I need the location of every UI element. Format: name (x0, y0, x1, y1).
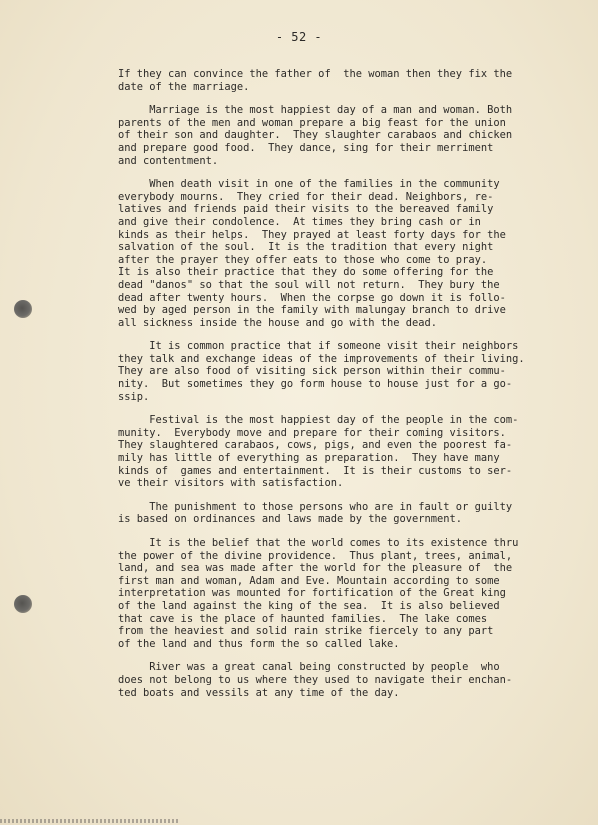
text-line: all sickness inside the house and go with the dead. (118, 316, 438, 329)
text-line: munity. Everybody move and prepare for their coming visitors. (118, 426, 506, 439)
paragraph (118, 501, 536, 526)
text-line: mily has little of everything as preparation. They have many (118, 452, 500, 465)
text-line: It is common practice that if someone visit their neighbors (118, 340, 519, 353)
text-line: after the prayer they offer eats to those who come to pray. (118, 253, 488, 266)
text-line: The punishment to those persons who are in fault or guilty (118, 500, 513, 513)
text-line: ted boats and vessils at any time of the day. (118, 686, 400, 699)
paragraph (118, 68, 536, 93)
text-line: salvation of the soul. It is the tradition that every night (118, 241, 494, 254)
text-line: first man and woman, Adam and Eve. Mountain according to some (118, 574, 500, 587)
text-line: They slaughtered carabaos, cows, pigs, and even the poorest fa- (118, 439, 513, 452)
paragraph (118, 178, 536, 329)
text-line: River was a great canal being constructed by people who (118, 661, 500, 674)
text-line: It is also their practice that they do some offering for the (118, 266, 494, 279)
text-line: parents of the men and woman prepare a big feast for the union (118, 116, 506, 129)
text-line: date of the marriage. (118, 80, 250, 93)
text-line: of the land and thus form the so called lake. (118, 637, 400, 650)
text-line: and contentment. (118, 154, 219, 167)
text-line: ssip. (118, 390, 150, 403)
text-line: If they can convince the father of the woman then they fix the (118, 68, 513, 80)
body-text (118, 68, 536, 710)
text-line: Festival is the most happiest day of the people in the com- (118, 414, 519, 427)
text-line: and give their condolence. At times they bring cash or in (118, 215, 481, 228)
binder-hole (14, 595, 32, 613)
page-number: - 52 - (275, 30, 323, 44)
text-line: that cave is the place of haunted families. The lake comes (118, 612, 488, 625)
text-line: ve their visitors with satisfaction. (118, 477, 344, 490)
text-line: It is the belief that the world comes to its existence thru (118, 537, 519, 549)
text-line: of the land against the king of the sea. It is also believed (118, 599, 500, 612)
text-line: dead after twenty hours. When the corpse go down it is follo- (118, 291, 506, 304)
text-line: dead "danos" so that the soul will not return. They bury the (118, 278, 500, 291)
paragraph (118, 414, 536, 490)
text-line: wed by aged person in the family with malungay branch to drive (118, 304, 506, 317)
paragraph (118, 537, 536, 650)
text-line: and prepare good food. They dance, sing for their merriment (118, 141, 494, 154)
text-line: does not belong to us where they used to navigate their enchan- (118, 673, 513, 686)
text-line: they talk and exchange ideas of the improvements of their living. (118, 352, 525, 365)
text-line: When death visit in one of the families in the community (118, 178, 500, 191)
binder-hole (14, 300, 32, 318)
text-line: latives and friends paid their visits to the bereaved family (118, 203, 494, 216)
text-line: nity. But sometimes they go form house to house just for a go- (118, 378, 513, 391)
paragraph (118, 340, 536, 403)
text-line: They are also food of visiting sick person within their commu- (118, 365, 506, 378)
paragraph (118, 661, 536, 699)
text-line: kinds as their helps. They prayed at least forty days for the (118, 228, 506, 241)
text-line: everybody mourns. They cried for their dead. Neighbors, re- (118, 190, 494, 203)
text-line: land, and sea was made after the world for the pleasure of the (118, 562, 513, 575)
paragraph (118, 104, 536, 167)
text-line: from the heaviest and solid rain strike fiercely to any part (118, 625, 494, 638)
text-line: Marriage is the most happiest day of a man and woman. Both (118, 104, 513, 117)
text-line: the power of the divine providence. Thus plant, trees, animal, (118, 549, 513, 562)
text-line: interpretation was mounted for fortification of the Great king (118, 587, 506, 600)
text-line: is based on ordinances and laws made by the government. (118, 513, 463, 526)
text-line: of their son and daughter. They slaughter carabaos and chicken (118, 129, 513, 142)
scan-footer-mark (0, 819, 180, 823)
text-line: kinds of games and entertainment. It is their customs to ser- (118, 464, 513, 477)
